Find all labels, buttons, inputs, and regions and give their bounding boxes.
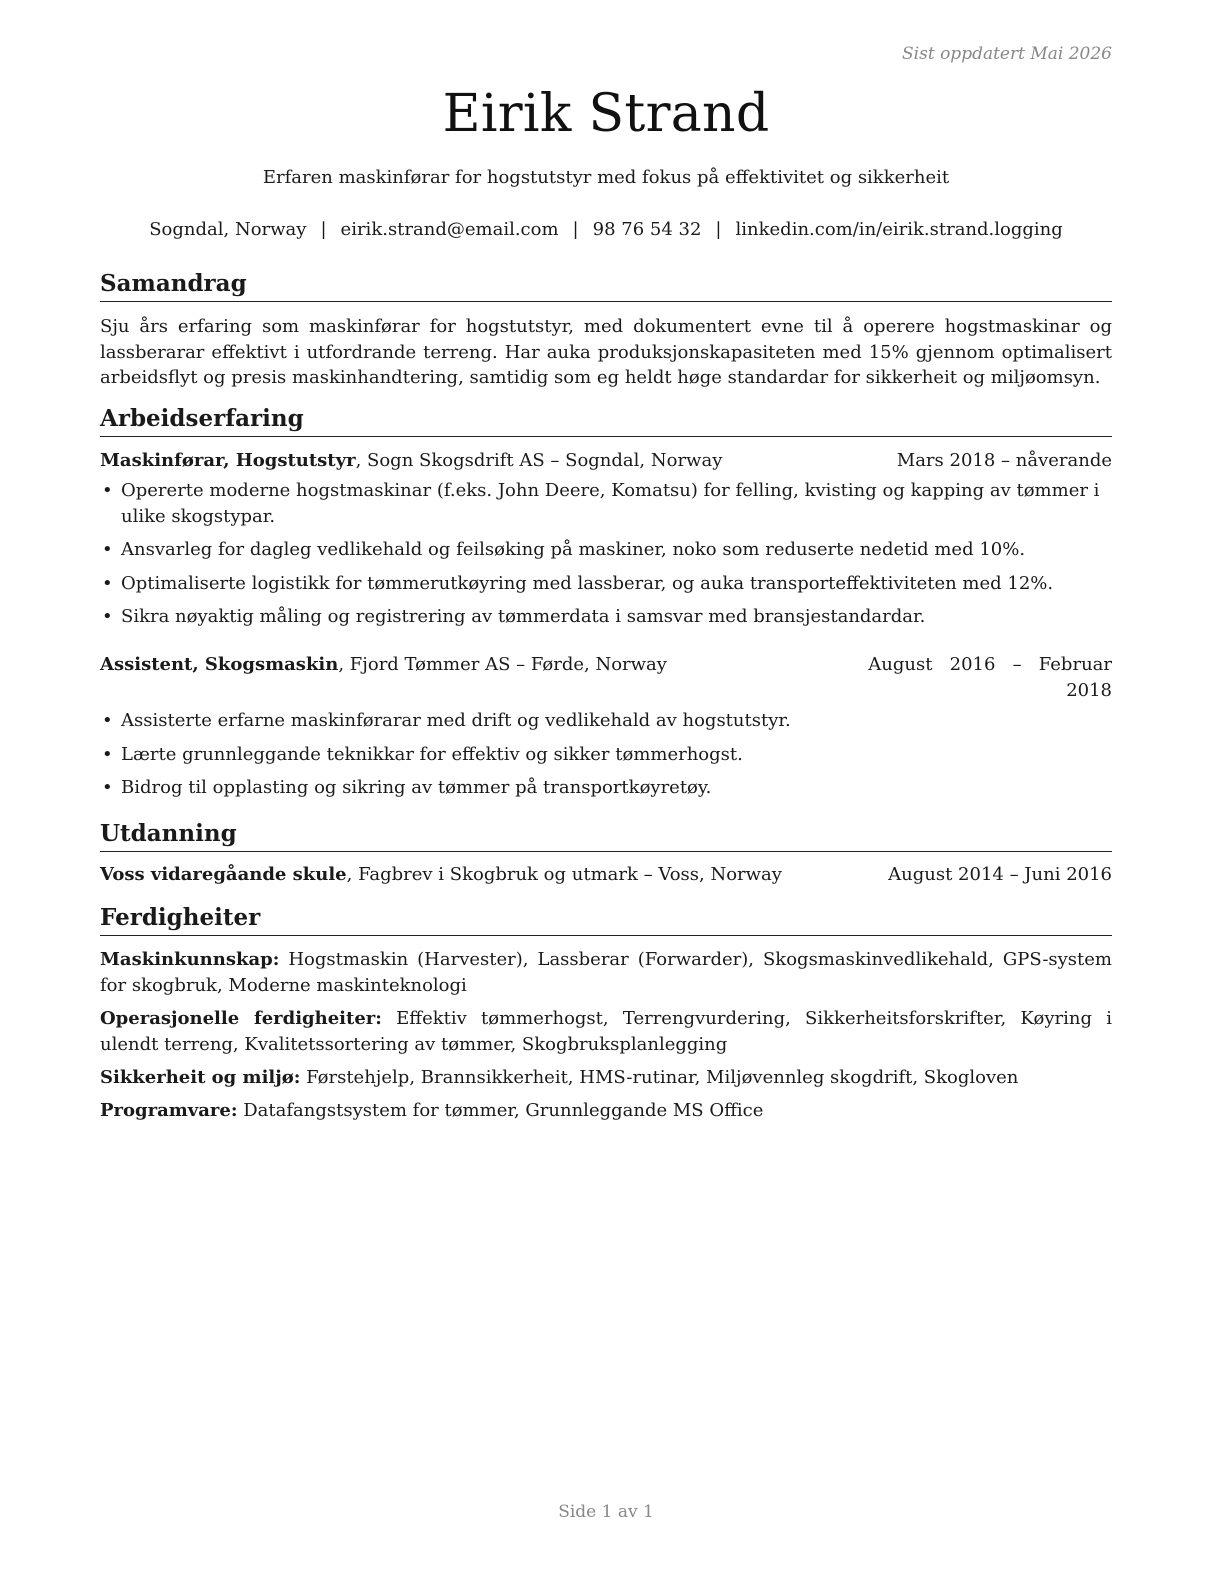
resume-page (100, 0, 1112, 1584)
list-item: • Sikra nøyaktig måling og registrering av tømmerdata i samsvar med bransjestandardar. (100, 604, 1112, 630)
skill-group (100, 1006, 1112, 1057)
job-employer: , Sogn Skogsdrift AS – Sogndal, Norway (355, 450, 723, 471)
section-title-skills: Ferdigheiter (100, 904, 1112, 936)
section-title-experience: Arbeidserfaring (100, 405, 1112, 437)
job-header (100, 652, 1112, 701)
separator: | (320, 219, 327, 240)
job-bullets (100, 478, 1112, 638)
last-updated: Sist oppdatert Mai 2026 (902, 44, 1112, 64)
list-item: • Opererte moderne hogstmaskinar (f.eks. John Deere, Komatsu) for felling, kvisting og kapping av tømmer i ulike skogstypar. (100, 478, 1112, 529)
list-item: • Bidrog til opplasting og sikring av tømmer på transportkøyretøy. (100, 775, 1112, 801)
skill-values: Hogstmaskin (Harvester), Lassberar (Forwarder), Skogsmaskinvedlikehald, GPS-system for skogbruk, Moderne maskinteknologi (100, 949, 1112, 996)
school-name: Voss vidaregåande skule (100, 864, 347, 885)
contact-line (100, 219, 1112, 240)
separator: | (715, 219, 722, 240)
person-name: Eirik Strand (442, 84, 770, 144)
skill-values: Førstehjelp, Brannsikkerheit, HMS-rutinar, Miljøvennleg skogdrift, Skogloven (300, 1067, 1019, 1088)
list-item: • Optimaliserte logistikk for tømmerutkøyring med lassberar, og auka transporteffektiviteten med 12%. (100, 571, 1112, 597)
skill-values: Effektiv tømmerhogst, Terrengvurdering, Sikkerheitsforskrifter, Køyring i ulendt terreng, Kvalitetssortering av tømmer, Skogbruksplanlegging (100, 1008, 1112, 1055)
job-header (100, 448, 1112, 474)
job-date-line2: 2018 (1066, 680, 1112, 701)
education-entry (100, 862, 1112, 888)
education-detail: , Fagbrev i Skogbruk og utmark – Voss, Norway (346, 864, 782, 885)
job-role: Maskinførar, Hogstutstyr (100, 450, 356, 471)
job-date (868, 652, 1112, 704)
page-number: Side 1 av 1 (558, 1502, 654, 1522)
skill-group (100, 1065, 1112, 1091)
skill-label: Programvare: (100, 1100, 238, 1121)
summary-text: Sju års erfaring som maskinførar for hogstutstyr, med dokumentert evne til å operere hogstmaskinar og lassberarar effektivt i utfordrande terreng. Har auka produksjonskapasiteten med 15% gjennom optimalisert arbeidsflyt og presis maskinhandtering, samtidig som eg heldt høge standardar for sikkerheit og miljøomsyn. (100, 316, 1112, 388)
list-item: • Assisterte erfarne maskinførarar med drift og vedlikehald av hogstutstyr. (100, 708, 1112, 734)
section-title-summary: Samandrag (100, 270, 1112, 302)
skill-label: Operasjonelle ferdigheiter: (100, 1008, 382, 1029)
skill-values: Datafangstsystem for tømmer, Grunnleggande MS Office (237, 1100, 764, 1121)
contact-email[interactable]: eirik.strand@email.com (340, 219, 559, 240)
skill-label: Maskinkunnskap: (100, 949, 280, 970)
section-title-education: Utdanning (100, 820, 1112, 852)
job-role: Assistent, Skogsmaskin (100, 654, 339, 675)
job-date-line1: August 2016 – Februar (868, 654, 1112, 675)
list-item: • Lærte grunnleggande teknikkar for effektiv og sikker tømmerhogst. (100, 742, 1112, 768)
list-item: • Ansvarleg for dagleg vedlikehald og feilsøking på maskiner, noko som reduserte nedetid med 10%. (100, 537, 1112, 563)
education-date: August 2014 – Juni 2016 (888, 864, 1112, 885)
tagline: Erfaren maskinførar for hogstutstyr med fokus på effektivitet og sikkerheit (262, 167, 950, 188)
contact-phone: 98 76 54 32 (592, 219, 702, 240)
skill-group (100, 1098, 1112, 1124)
skill-group (100, 947, 1112, 998)
job-date: Mars 2018 – nåverande (896, 450, 1112, 471)
job-bullets (100, 708, 1112, 809)
job-employer: , Fjord Tømmer AS – Førde, Norway (338, 654, 667, 675)
separator: | (572, 219, 579, 240)
skill-label: Sikkerheit og miljø: (100, 1067, 301, 1088)
contact-location: Sogndal, Norway (149, 219, 307, 240)
contact-linkedin[interactable]: linkedin.com/in/eirik.strand.logging (735, 219, 1063, 240)
